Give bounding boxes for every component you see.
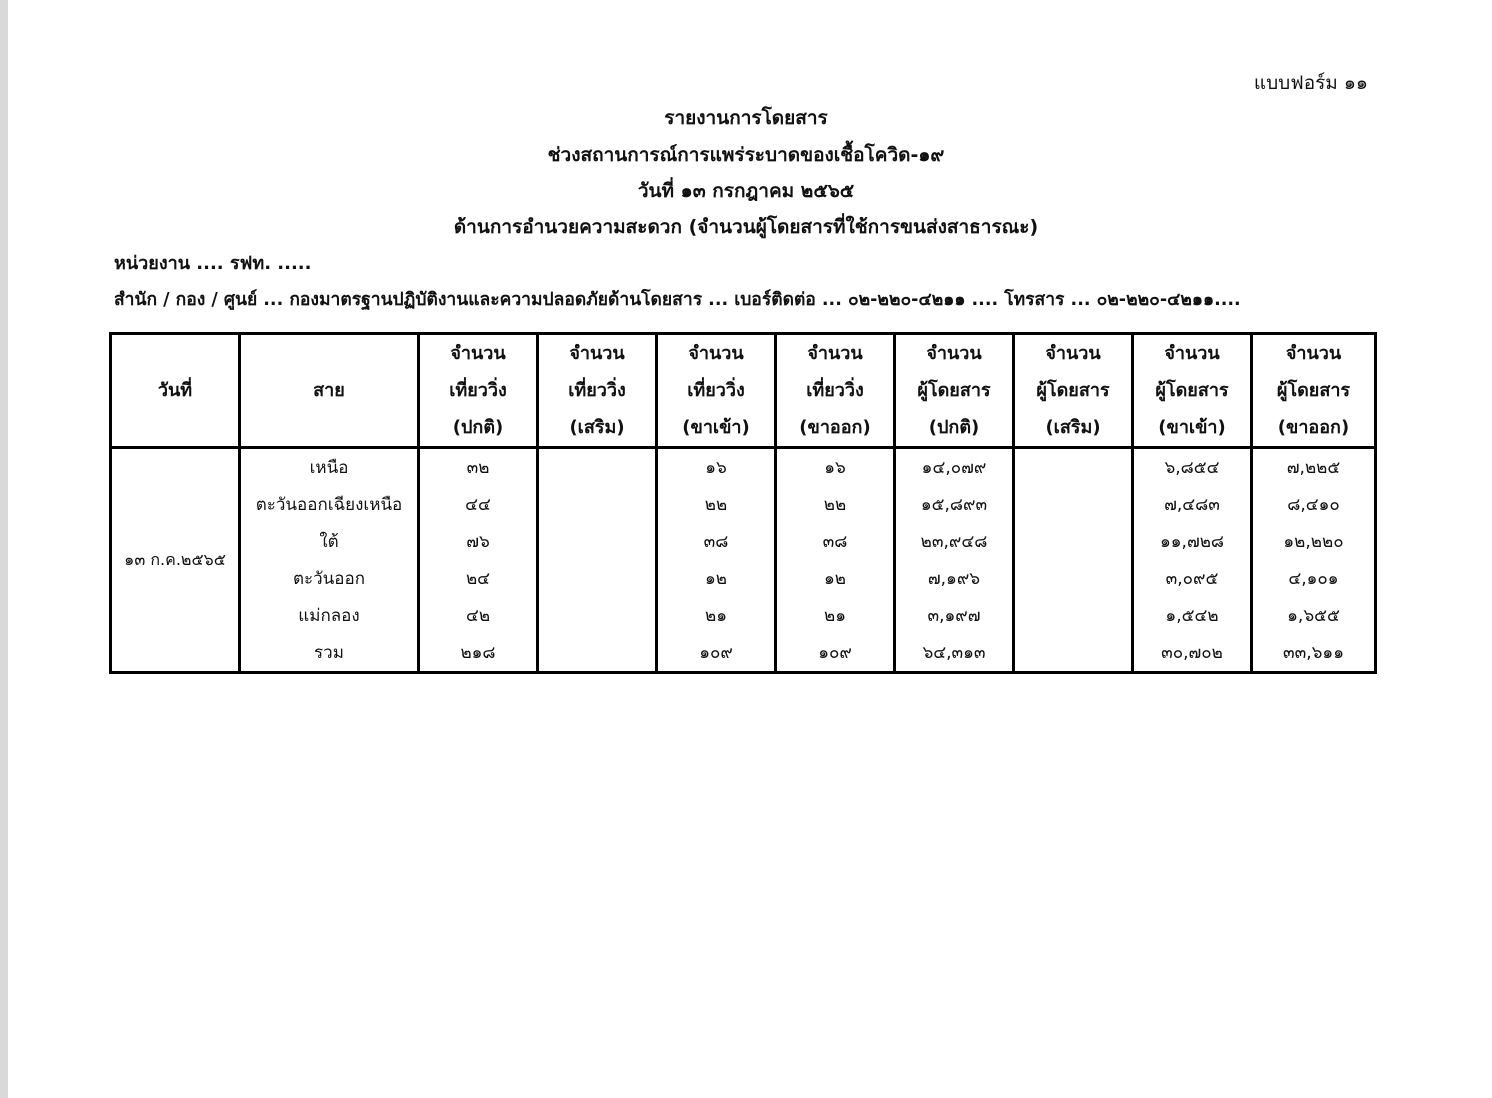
cell-pax-outbound: ๗,๒๒๕ bbox=[1252, 448, 1376, 487]
cell-trips-extra bbox=[538, 523, 657, 560]
cell-pax-extra bbox=[1014, 486, 1133, 523]
cell-pax-normal: ๖๔,๓๑๓ bbox=[895, 634, 1014, 673]
passenger-report-table bbox=[109, 332, 1377, 674]
cell-pax-outbound: ๓๓,๖๑๑ bbox=[1252, 634, 1376, 673]
cell-pax-outbound: ๑,๖๕๕ bbox=[1252, 597, 1376, 634]
cell-trips-inbound: ๑๖ bbox=[657, 448, 776, 487]
cell-pax-normal: ๑๔,๐๗๙ bbox=[895, 448, 1014, 487]
cell-pax-normal: ๒๓,๙๔๘ bbox=[895, 523, 1014, 560]
cell-trips-normal: ๒๑๘ bbox=[419, 634, 538, 673]
table-header-row bbox=[111, 334, 1376, 448]
cell-trips-extra bbox=[538, 486, 657, 523]
header-trips-inbound: จำนวน เที่ยววิ่ง (ขาเข้า) bbox=[657, 334, 776, 448]
report-subtitle: ช่วงสถานการณ์การแพร่ระบาดของเชื้อโควิด-๑๙ bbox=[547, 144, 945, 166]
cell-trips-outbound: ๑๐๙ bbox=[776, 634, 895, 673]
cell-trips-outbound: ๑๖ bbox=[776, 448, 895, 487]
cell-pax-inbound: ๓๐,๗๐๒ bbox=[1133, 634, 1252, 673]
table-row bbox=[111, 523, 1376, 560]
agency-line: หน่วยงาน .... รฟท. ..... bbox=[114, 253, 312, 274]
header-pax-outbound: จำนวน ผู้โดยสาร (ขาออก) bbox=[1252, 334, 1376, 448]
cell-trips-outbound: ๒๑ bbox=[776, 597, 895, 634]
header-pax-normal: จำนวน ผู้โดยสาร (ปกติ) bbox=[895, 334, 1014, 448]
cell-line: รวม bbox=[240, 634, 419, 673]
table-row bbox=[111, 560, 1376, 597]
cell-trips-normal: ๓๒ bbox=[419, 448, 538, 487]
office-line: สำนัก / กอง / ศูนย์ ... กองมาตรฐานปฏิบัติงานและความปลอดภัยด้านโดยสาร ... เบอร์ติดต่อ ... ๐๒-๒๒๐-๔๒๑๑ .... โทรสาร ... ๐๒-๒๒๐-๔๒๑๑.... bbox=[114, 290, 1241, 310]
cell-trips-extra bbox=[538, 597, 657, 634]
cell-pax-outbound: ๘,๔๑๐ bbox=[1252, 486, 1376, 523]
cell-trips-normal: ๔๔ bbox=[419, 486, 538, 523]
header-line: สาย bbox=[240, 334, 419, 448]
cell-pax-normal: ๑๕,๘๙๓ bbox=[895, 486, 1014, 523]
header-date: วันที่ bbox=[111, 334, 240, 448]
cell-trips-normal: ๗๖ bbox=[419, 523, 538, 560]
header-trips-outbound: จำนวน เที่ยววิ่ง (ขาออก) bbox=[776, 334, 895, 448]
cell-pax-inbound: ๖,๘๕๔ bbox=[1133, 448, 1252, 487]
cell-pax-inbound: ๓,๐๙๕ bbox=[1133, 560, 1252, 597]
header-trips-normal: จำนวน เที่ยววิ่ง (ปกติ) bbox=[419, 334, 538, 448]
cell-line: แม่กลอง bbox=[240, 597, 419, 634]
cell-trips-outbound: ๓๘ bbox=[776, 523, 895, 560]
cell-trips-normal: ๒๔ bbox=[419, 560, 538, 597]
cell-trips-inbound: ๑๒ bbox=[657, 560, 776, 597]
table-row bbox=[111, 448, 1376, 487]
date-cell: ๑๓ ก.ค.๒๕๖๕ bbox=[111, 448, 240, 673]
form-number: แบบฟอร์ม ๑๑ bbox=[1253, 72, 1368, 94]
cell-pax-outbound: ๑๒,๒๒๐ bbox=[1252, 523, 1376, 560]
cell-pax-extra bbox=[1014, 597, 1133, 634]
header-pax-inbound: จำนวน ผู้โดยสาร (ขาเข้า) bbox=[1133, 334, 1252, 448]
cell-pax-normal: ๓,๑๙๗ bbox=[895, 597, 1014, 634]
cell-pax-extra bbox=[1014, 523, 1133, 560]
table-row bbox=[111, 486, 1376, 523]
cell-pax-normal: ๗,๑๙๖ bbox=[895, 560, 1014, 597]
cell-trips-outbound: ๑๒ bbox=[776, 560, 895, 597]
header-pax-extra: จำนวน ผู้โดยสาร (เสริม) bbox=[1014, 334, 1133, 448]
cell-pax-inbound: ๑,๕๔๒ bbox=[1133, 597, 1252, 634]
cell-trips-inbound: ๑๐๙ bbox=[657, 634, 776, 673]
cell-pax-extra bbox=[1014, 448, 1133, 487]
cell-line: เหนือ bbox=[240, 448, 419, 487]
report-topic: ด้านการอำนวยความสะดวก (จำนวนผู้โดยสารที่ใช้การขนส่งสาธารณะ) bbox=[453, 216, 1039, 238]
table-row bbox=[111, 597, 1376, 634]
report-title: รายงานการโดยสาร bbox=[664, 107, 828, 129]
cell-trips-normal: ๔๒ bbox=[419, 597, 538, 634]
cell-trips-inbound: ๒๑ bbox=[657, 597, 776, 634]
cell-trips-extra bbox=[538, 448, 657, 487]
cell-pax-extra bbox=[1014, 634, 1133, 673]
cell-line: ใต้ bbox=[240, 523, 419, 560]
cell-pax-extra bbox=[1014, 560, 1133, 597]
cell-trips-inbound: ๓๘ bbox=[657, 523, 776, 560]
cell-pax-inbound: ๗,๔๘๓ bbox=[1133, 486, 1252, 523]
cell-pax-outbound: ๔,๑๐๑ bbox=[1252, 560, 1376, 597]
cell-trips-extra bbox=[538, 560, 657, 597]
cell-pax-inbound: ๑๑,๗๒๘ bbox=[1133, 523, 1252, 560]
cell-trips-inbound: ๒๒ bbox=[657, 486, 776, 523]
report-date: วันที่ ๑๓ กรกฎาคม ๒๕๖๕ bbox=[637, 180, 855, 202]
cell-trips-extra bbox=[538, 634, 657, 673]
cell-trips-outbound: ๒๒ bbox=[776, 486, 895, 523]
header-trips-extra: จำนวน เที่ยววิ่ง (เสริม) bbox=[538, 334, 657, 448]
cell-line: ตะวันออก bbox=[240, 560, 419, 597]
table-total-row bbox=[111, 634, 1376, 673]
cell-line: ตะวันออกเฉียงเหนือ bbox=[240, 486, 419, 523]
